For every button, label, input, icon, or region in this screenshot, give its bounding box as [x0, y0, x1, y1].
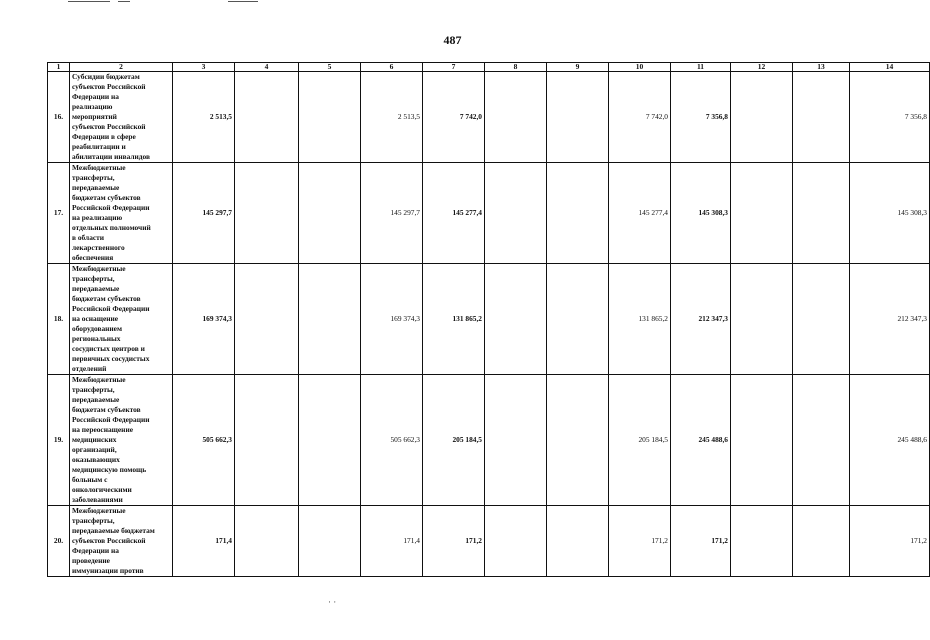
cell-col-14: 7 356,8	[850, 72, 930, 163]
cell-col-6: 169 374,3	[361, 264, 423, 375]
description-line: Межбюджетные	[72, 506, 126, 515]
cell-col-14: 212 347,3	[850, 264, 930, 375]
description-line: отделений	[72, 364, 107, 373]
cell-col-9	[547, 506, 609, 577]
description-line: проведение	[72, 556, 110, 565]
column-header-2: 2	[70, 63, 173, 72]
table-row	[48, 264, 930, 375]
description-line: на переоснащение	[72, 425, 133, 434]
row-number: 16.	[48, 72, 70, 163]
column-header-4: 4	[235, 63, 299, 72]
cell-col-4	[235, 264, 299, 375]
description-line: Межбюджетные	[72, 375, 126, 384]
cell-col-4	[235, 506, 299, 577]
cell-col-14: 245 488,6	[850, 375, 930, 506]
cell-col-10: 131 865,2	[609, 264, 671, 375]
column-header-7: 7	[423, 63, 485, 72]
cell-col-11: 145 308,3	[671, 163, 731, 264]
description-line: на оснащение	[72, 314, 119, 323]
description-line: трансферты,	[72, 385, 115, 394]
top-edge-line-3	[228, 1, 258, 2]
table-row	[48, 163, 930, 264]
column-header-6: 6	[361, 63, 423, 72]
description-line: онкологическими	[72, 485, 132, 494]
description-line: обеспечения	[72, 253, 114, 262]
row-number: 18.	[48, 264, 70, 375]
description-line: Российской Федерации	[72, 203, 150, 212]
description-line: субъектов Российской	[72, 82, 146, 91]
cell-col-9	[547, 72, 609, 163]
column-header-8: 8	[485, 63, 547, 72]
cell-col-6: 2 513,5	[361, 72, 423, 163]
description-line: Федерации на	[72, 546, 119, 555]
row-description	[70, 264, 173, 375]
description-line: Российской Федерации	[72, 415, 150, 424]
column-header-3: 3	[173, 63, 235, 72]
description-line: Федерации на	[72, 92, 119, 101]
cell-col-5	[299, 264, 361, 375]
cell-col-9	[547, 163, 609, 264]
cell-col-10: 205 184,5	[609, 375, 671, 506]
cell-col-12	[731, 163, 793, 264]
cell-col-5	[299, 163, 361, 264]
description-line: бюджетам субъектов	[72, 405, 141, 414]
description-line: сосудистых центров и	[72, 344, 145, 353]
cell-col-11: 245 488,6	[671, 375, 731, 506]
description-line: передаваемые	[72, 395, 120, 404]
cell-col-10: 171,2	[609, 506, 671, 577]
cell-col-6: 171,4	[361, 506, 423, 577]
row-description	[70, 506, 173, 577]
description-line: организаций,	[72, 445, 117, 454]
cell-col-13	[793, 375, 850, 506]
budget-table	[47, 62, 930, 577]
description-line: региональных	[72, 334, 121, 343]
cell-col-4	[235, 72, 299, 163]
cell-col-14: 145 308,3	[850, 163, 930, 264]
description-line: лекарственного	[72, 243, 125, 252]
cell-col-7: 131 865,2	[423, 264, 485, 375]
cell-col-3: 505 662,3	[173, 375, 235, 506]
row-description	[70, 72, 173, 163]
cell-col-3: 2 513,5	[173, 72, 235, 163]
description-line: передаваемые	[72, 284, 120, 293]
cell-col-4	[235, 163, 299, 264]
description-line: Субсидии бюджетам	[72, 72, 140, 81]
cell-col-8	[485, 375, 547, 506]
description-line: медицинскую помощь	[72, 465, 147, 474]
cell-col-4	[235, 375, 299, 506]
description-line: трансферты,	[72, 516, 115, 525]
table-row	[48, 72, 930, 163]
description-line: трансферты,	[72, 173, 115, 182]
description-line: субъектов Российской	[72, 536, 146, 545]
description-line: передаваемые	[72, 183, 120, 192]
cell-col-5	[299, 375, 361, 506]
cell-col-13	[793, 72, 850, 163]
description-line: в области	[72, 233, 105, 242]
cell-col-7: 205 184,5	[423, 375, 485, 506]
column-header-11: 11	[671, 63, 731, 72]
description-line: трансферты,	[72, 274, 115, 283]
page-number: 487	[443, 33, 462, 47]
row-description	[70, 163, 173, 264]
description-line: медицинских	[72, 435, 117, 444]
description-line: бюджетам субъектов	[72, 193, 141, 202]
cell-col-3: 169 374,3	[173, 264, 235, 375]
scan-speck: · ·	[328, 597, 337, 607]
cell-col-5	[299, 72, 361, 163]
top-edge-line-1	[68, 1, 110, 2]
cell-col-13	[793, 264, 850, 375]
table-row	[48, 506, 930, 577]
cell-col-13	[793, 506, 850, 577]
description-line: Межбюджетные	[72, 264, 126, 273]
description-line: отдельных полномочий	[72, 223, 151, 232]
description-line: бюджетам субъектов	[72, 294, 141, 303]
cell-col-9	[547, 375, 609, 506]
column-header-5: 5	[299, 63, 361, 72]
cell-col-8	[485, 506, 547, 577]
description-line: заболеваниями	[72, 495, 123, 504]
cell-col-12	[731, 264, 793, 375]
cell-col-9	[547, 264, 609, 375]
description-line: реабилитации и	[72, 142, 126, 151]
description-line: первичных сосудистых	[72, 354, 150, 363]
cell-col-7: 145 277,4	[423, 163, 485, 264]
cell-col-13	[793, 163, 850, 264]
cell-col-11: 7 356,8	[671, 72, 731, 163]
cell-col-14: 171,2	[850, 506, 930, 577]
column-header-1: 1	[48, 63, 70, 72]
cell-col-8	[485, 163, 547, 264]
description-line: Федерации в сфере	[72, 132, 136, 141]
cell-col-7: 7 742,0	[423, 72, 485, 163]
description-line: реализацию	[72, 102, 113, 111]
description-line: мероприятий	[72, 112, 117, 121]
cell-col-11: 212 347,3	[671, 264, 731, 375]
description-line: на реализацию	[72, 213, 123, 222]
cell-col-3: 171,4	[173, 506, 235, 577]
cell-col-8	[485, 72, 547, 163]
cell-col-12	[731, 506, 793, 577]
column-header-12: 12	[731, 63, 793, 72]
cell-col-12	[731, 375, 793, 506]
cell-col-10: 145 277,4	[609, 163, 671, 264]
cell-col-8	[485, 264, 547, 375]
description-line: оказывающих	[72, 455, 120, 464]
header-row	[48, 63, 930, 72]
description-line: больным с	[72, 475, 108, 484]
description-line: Межбюджетные	[72, 163, 126, 172]
column-header-9: 9	[547, 63, 609, 72]
top-edge-line-2	[118, 1, 130, 2]
cell-col-7: 171,2	[423, 506, 485, 577]
cell-col-6: 505 662,3	[361, 375, 423, 506]
column-header-13: 13	[793, 63, 850, 72]
description-line: субъектов Российской	[72, 122, 146, 131]
cell-col-5	[299, 506, 361, 577]
description-line: оборудованием	[72, 324, 122, 333]
cell-col-12	[731, 72, 793, 163]
cell-col-6: 145 297,7	[361, 163, 423, 264]
cell-col-10: 7 742,0	[609, 72, 671, 163]
row-number: 20.	[48, 506, 70, 577]
table-body	[48, 72, 930, 577]
cell-col-11: 171,2	[671, 506, 731, 577]
cell-col-3: 145 297,7	[173, 163, 235, 264]
row-description	[70, 375, 173, 506]
description-line: передаваемые бюджетам	[72, 526, 155, 535]
column-header-10: 10	[609, 63, 671, 72]
description-line: Российской Федерации	[72, 304, 150, 313]
table-row	[48, 375, 930, 506]
description-line: абилитации инвалидов	[72, 152, 151, 161]
row-number: 19.	[48, 375, 70, 506]
column-header-14: 14	[850, 63, 930, 72]
description-line: иммунизации против	[72, 566, 144, 575]
row-number: 17.	[48, 163, 70, 264]
